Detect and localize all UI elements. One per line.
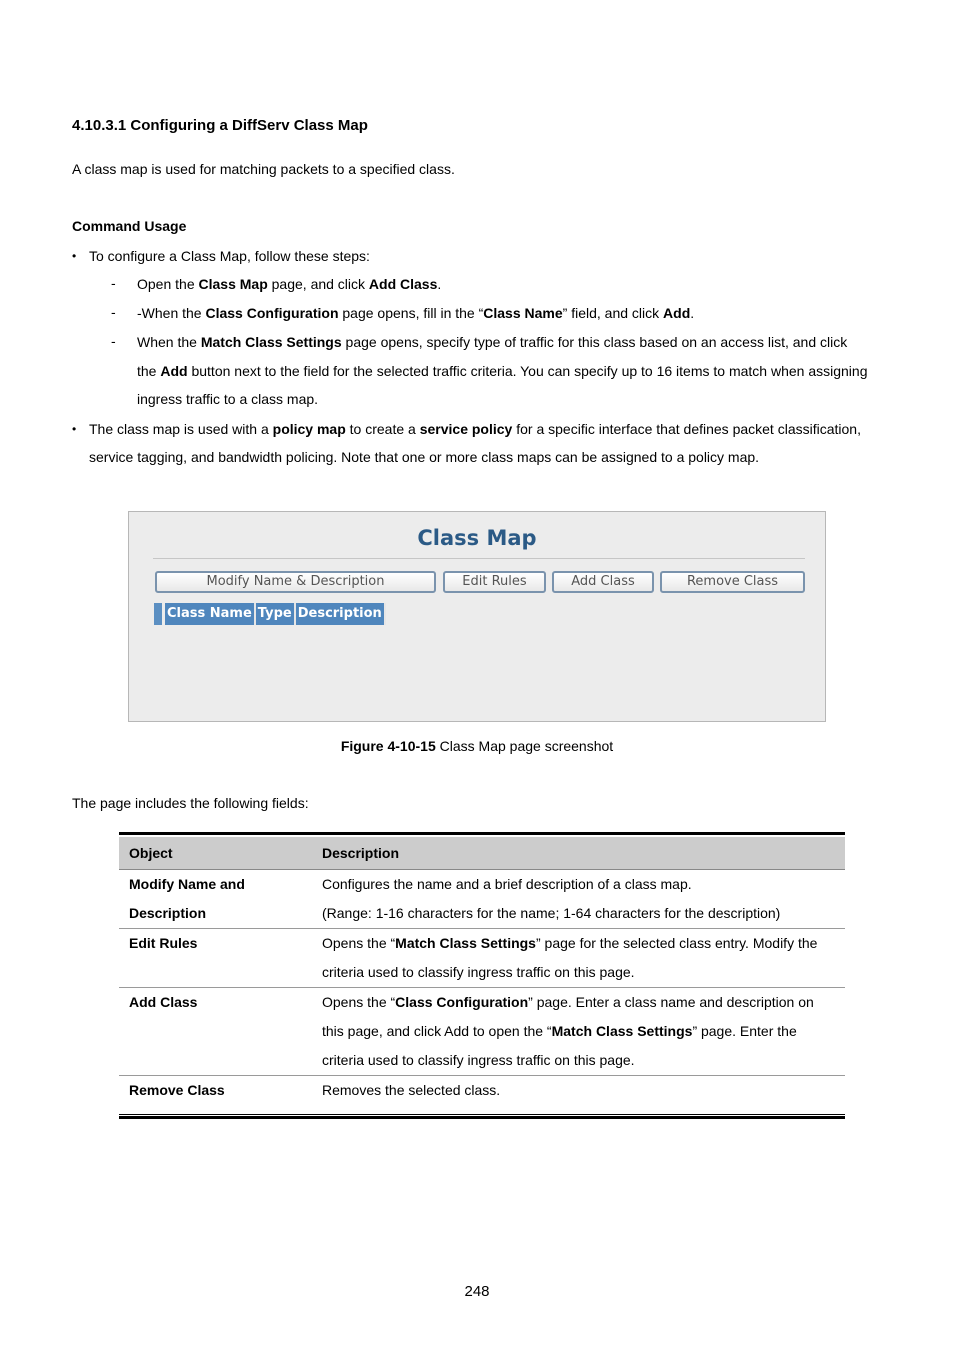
row-description: criteria used to classify ingress traffic on this page. (322, 964, 635, 980)
bullet-marker: • (72, 422, 77, 436)
panel-title: Class Map (417, 526, 537, 550)
edit-rules-button[interactable]: Edit Rules (443, 571, 546, 593)
table-row (119, 929, 845, 988)
table-bottom-rule (119, 1116, 845, 1119)
row-description: criteria used to classify ingress traffic on this page. (322, 1052, 635, 1068)
step-3-line-1: When the Match Class Settings page opens, specify type of traffic for this class based on an access list, and click (137, 334, 848, 350)
row-object: Remove Class (129, 1082, 225, 1098)
table-row (119, 1076, 845, 1114)
row-object: Add Class (129, 994, 198, 1010)
dash-marker: - (111, 304, 116, 320)
row-object: Modify Name and (129, 876, 245, 892)
add-class-button[interactable]: Add Class (552, 571, 654, 593)
row-description: (Range: 1-16 characters for the name; 1-64 characters for the description) (322, 905, 781, 921)
bullet-1-text: To configure a Class Map, follow these steps: (89, 248, 370, 264)
remove-class-button[interactable]: Remove Class (660, 571, 805, 593)
row-description: Opens the “Class Configuration” page. Enter a class name and description on (322, 994, 814, 1010)
dash-marker: - (111, 333, 116, 349)
row-description: Removes the selected class. (322, 1082, 501, 1098)
row-description: Configures the name and a brief description of a class map. (322, 876, 692, 892)
panel-divider (153, 558, 805, 559)
select-column-header (154, 603, 162, 625)
page-number: 248 (464, 1283, 490, 1300)
class-map-screenshot (128, 511, 826, 722)
bullet-2-line-1: The class map is used with a policy map to create a service policy for a specific interface that defines packet classification, (89, 421, 861, 437)
class-table-header (154, 603, 386, 625)
figure-caption: Figure 4-10-15 Class Map page screenshot (340, 738, 614, 754)
header-object: Object (129, 845, 173, 861)
fields-table (119, 832, 845, 1119)
command-usage-heading: Command Usage (72, 218, 187, 234)
column-type[interactable]: Type (256, 603, 296, 625)
table-header (119, 837, 845, 870)
row-object: Description (129, 905, 207, 921)
step-3-line-3: ingress traffic to a class map. (137, 391, 319, 407)
table-row (119, 988, 845, 1076)
bullet-2-line-2: service tagging, and bandwidth policing. Note that one or more class maps can be assigned to a policy map. (89, 449, 760, 465)
header-description: Description (322, 845, 400, 861)
column-description[interactable]: Description (296, 603, 386, 625)
row-description: Opens the “Match Class Settings” page for the selected class entry. Modify the (322, 935, 818, 951)
column-class-name[interactable]: Class Name (165, 603, 256, 625)
row-description: this page, and click Add to open the “Match Class Settings” page. Enter the (322, 1023, 797, 1039)
row-object: Edit Rules (129, 935, 198, 951)
step-3-line-2: the Add button next to the field for the selected traffic criteria. You can specify up to 16 items to match when assigning (137, 363, 868, 379)
bullet-marker: • (72, 249, 77, 263)
dash-marker: - (111, 275, 116, 291)
step-1: Open the Class Map page, and click Add Class. (137, 276, 442, 292)
table-row (119, 870, 845, 929)
intro-text: A class map is used for matching packets to a specified class. (72, 161, 455, 177)
fields-intro: The page includes the following fields: (72, 795, 309, 811)
section-heading: 4.10.3.1 Configuring a DiffServ Class Map (72, 117, 368, 134)
step-2: -When the Class Configuration page opens, fill in the “Class Name” field, and click Add. (137, 305, 695, 321)
modify-name-description-button[interactable]: Modify Name & Description (155, 571, 436, 593)
